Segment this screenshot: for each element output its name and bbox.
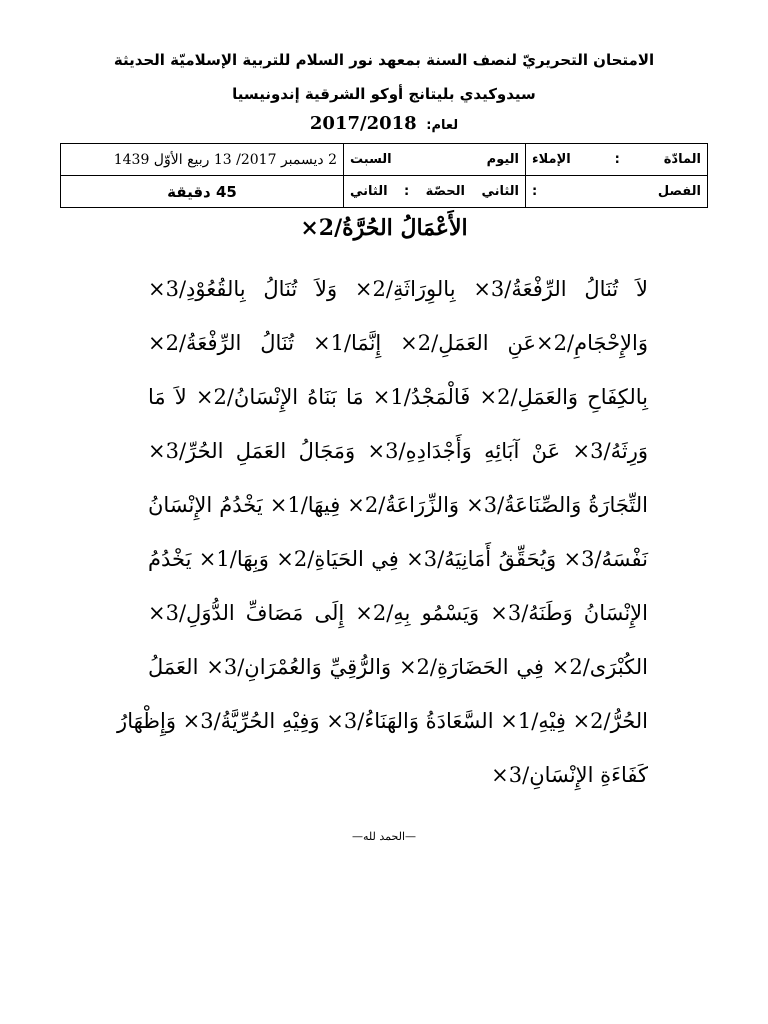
date-cell: 2 ديسمبر 2017/ 13 ربيع الأوّل 1439 (61, 144, 344, 176)
school-address: سيدوكيدي بليتانج أوكو الشرقية إندونيسيا (232, 85, 536, 103)
info-row-2 (61, 176, 708, 208)
passage-line: الإِنْسَانُ وَطَنَهُ/3× وَيَسْمُو بِهِ/2× إِلَى مَصَافِّ الدُّوَلِ/3× (148, 601, 648, 625)
passage-line: لاَ تُنَالُ الرِّفْعَةُ/3× بِالوِرَاثَةِ/2× وَلاَ تُنَالُ بِالقُعُوْدِ/3× (148, 277, 648, 301)
passage-line: الحُرُّ/2× فِيْهِ/1× السَّعَادَةُ وَالهَنَاءُ/3× وَفِيْهِ الحُرِّيَّةُ/3× وَإِظْهَارُ (117, 709, 648, 733)
subject-label: المادّة (663, 152, 701, 167)
day-cell (344, 144, 526, 176)
period-cell (344, 176, 526, 208)
exam-info-table (60, 143, 708, 208)
passage-title: الأَعْمَالُ الحُرَّةُ/2× (300, 215, 468, 241)
class-cell (526, 176, 708, 208)
period-colon: : (403, 184, 410, 199)
period-field: الحصّة (425, 184, 466, 199)
subject-value: الإملاء (532, 152, 571, 167)
class-value: الثاني (481, 184, 519, 199)
subject-cell (526, 144, 708, 176)
duration-cell: 45 دقيقة (61, 176, 344, 208)
passage-line: التِّجَارَةُ وَالصِّنَاعَةُ/3× وَالزِّرَاعَةُ/2× فِيهَا/1× يَخْدُمُ الإِنْسَانُ (148, 493, 648, 517)
period-value: الثاني (350, 184, 388, 199)
passage-line: وَرِثَهُ/3× عَنْ آبَائِهِ وَأَجْدَادِهِ/3× وَمَجَالُ العَمَلِ الحُرِّ/3× (148, 439, 648, 463)
dictation-passage (117, 262, 649, 802)
day-field: اليوم (486, 152, 519, 167)
academic-year (0, 114, 768, 136)
school-header: الامتحان التحريريّ لنصف السنة بمعهد نور السلام للتربية الإسلاميّة الحديثة (113, 51, 655, 69)
day-value: السبت (350, 152, 392, 167)
passage-line: الكُبْرَى/2× فِي الحَضَارَةِ/2× وَالرُّقِيِّ وَالعُمْرَانِ/3× العَمَلُ (148, 655, 648, 679)
subject-colon: : (614, 152, 620, 167)
info-row-1 (61, 144, 708, 176)
passage-line: نَفْسَهُ/3× وَيُحَقِّقُ أَمَانِيَهُ/3× فِي الحَيَاةِ/2× وَبِهَا/1× يَخْدُمُ (148, 547, 649, 571)
passage-line: بِالكِفَاحِ وَالعَمَلِ/2× فَالْمَجْدُ/1× مَا بَنَاهُ الإِنْسَانُ/2× لاَ مَا (148, 385, 648, 409)
class-colon: : (532, 184, 538, 199)
year-value: 2017/2018 (309, 113, 417, 134)
passage-line: وَالإِحْجَامِ/2×عَنِ العَمَلِ/2× إِنَّمَا/1× تُنَالُ الرِّفْعَةُ/2× (148, 331, 648, 355)
year-label: لعام: (426, 118, 459, 133)
passage-line: كَفَاءَةِ الإِنْسَانِ/3× (491, 763, 648, 787)
class-label: الفصل (657, 184, 701, 199)
closing-note: —الحمد لله— (351, 830, 417, 843)
